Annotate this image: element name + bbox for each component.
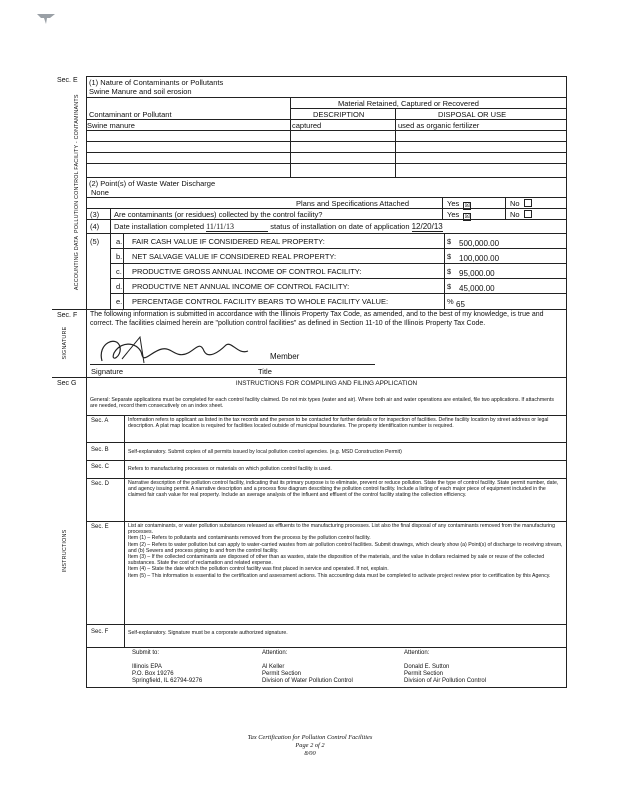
title-line [255,364,375,365]
plans-no [510,199,532,208]
acct-label: NET SALVAGE VALUE IF CONSIDERED REAL PROPERTY: [132,252,337,261]
sec-b-text: Self-explanatory. Submit copies of all permits issued by local pollution control agencies. (e.g. MSD Construction Permit) [128,449,402,455]
item1-title: (1) Nature of Contaminants or Pollutants [89,78,224,87]
col-description: DESCRIPTION [313,110,365,119]
item3-no-checkbox[interactable] [524,210,532,218]
rule [566,76,567,309]
item4-text-b: status of installation on date of application [270,222,410,231]
acct-value[interactable]: 500,000.00 [459,239,500,248]
sec-b-label: Sec. B [91,447,109,453]
item2-value: None [91,188,109,197]
acct-letter: c. [116,267,122,276]
item3-num: (3) [90,210,100,219]
side-label-accounting: ACCOUNTING DATA [74,235,80,291]
rule [86,647,567,648]
acct-label: PRODUCTIVE NET ANNUAL INCOME OF CONTROL FACILITY: [132,282,350,291]
item3-yes-checkbox[interactable]: ☒ [464,214,471,220]
acct-value[interactable]: 95,000.00 [459,269,495,278]
title-label: Title [258,367,272,376]
acct-sym: $ [447,282,452,291]
rule [86,119,567,120]
rule [86,208,567,209]
acct-sym: $ [447,237,452,246]
addr-line: Permit Section [262,671,302,677]
addr-line: P.O. Box 19276 [132,671,174,677]
side-label-contaminants: POLLUTION CONTROL FACILITY - CONTAMINANTS [74,94,80,233]
acct-letter: b. [116,252,123,261]
rule [86,219,567,220]
sec-e-instr-label: Sec. E [91,524,109,530]
acct-value[interactable]: 65 [456,300,465,309]
attention-label-2: Attention: [404,650,430,656]
rule [86,141,567,142]
rule [290,108,567,109]
sec-c-label: Sec. C [91,464,110,470]
acct-label: FAIR CASH VALUE IF CONSIDERED REAL PROPERTY: [132,237,325,246]
rule [86,415,567,416]
acct-letter: a. [116,237,123,246]
item2-title: (2) Point(s) of Waste Water Discharge [89,179,216,188]
item4-num: (4) [90,222,100,231]
stamp-mark [36,12,56,26]
sec-a-label: Sec. A [91,418,109,424]
addr-line: Springfield, IL 62794-9276 [132,678,203,684]
signature-scribble [92,333,262,367]
item3-text: Are contaminants (or residues) collected by the control facility? [114,210,323,219]
item1-value: Swine Manure and soil erosion [89,87,192,96]
rule [52,377,567,378]
side-label-signature: SIGNATURE [62,326,68,360]
address-illinois-epa [132,664,202,685]
sec-d-label: Sec. D [91,481,110,487]
sec-f-instr-text: Self-explanatory. Signature must be a corporate authorized signature. [128,630,288,636]
sec-d-text: Narrative description of the pollution control facility, indicating that its primary purpose is to eliminate, prevent or reduce pollution. State the type of control facility. State permit number, date, and agency issuing permit. A narrative description and a process flow diagram describing the pollution control facility. Include a listing of each major piece of equipment included in the claimed fair cash value for real property. Include an average analysis of the influent and effluent of the control facility stating the collection efficiency. [128,480,559,499]
acct-sym: $ [447,252,452,261]
addr-line: Illinois EPA [132,664,162,670]
rule [566,377,567,687]
col-disposal: DISPOSAL OR USE [438,110,507,119]
signature-label: Signature [91,367,124,376]
acct-value[interactable]: 45,000.00 [459,284,495,293]
side-label-instructions: INSTRUCTIONS [62,529,68,573]
sec-e-label: Sec. E [57,77,78,84]
instructions-heading: INSTRUCTIONS FOR COMPILING AND FILING APPLICATION [235,380,418,387]
item3-no [510,210,532,219]
plans-no-checkbox[interactable] [524,199,532,207]
rule [86,97,567,98]
footer-page: Page 2 of 2 [295,742,325,749]
addr-line: Al Keller [262,664,285,670]
address-air [404,664,486,685]
certification-statement: The following information is submitted in accordance with the Illinois Property Tax Code, as amended, and to the best of my knowledge, is true and correct. The facilities claimed herein are "pollution control facilities" as defined in Section 11-10 of the Illinois Property Tax Code. [90,311,544,327]
item3-yes-label: Yes [447,210,460,219]
rule [86,197,567,198]
acct-row [110,279,566,294]
sec-f-instr-label: Sec. F [91,629,109,635]
plans-label: Plans and Specifications Attached [296,199,409,208]
submit-to-label: Submit to: [132,650,160,656]
row1-contaminant: Swine manure [87,121,135,130]
rule [86,478,567,479]
rule [86,309,87,377]
acct-row [110,249,566,264]
addr-line: Division of Air Pollution Control [404,678,487,684]
acct-label: PERCENTAGE CONTROL FACILITY BEARS TO WHOLE FACILITY VALUE: [132,297,389,306]
rule [86,152,567,153]
signature-line [90,364,255,365]
general-text: General: Separate applications must be completed for each control facility claimed. Do not mix types (water and air). Where both air and water operations are entailed, file two applications. If attachments are needed, record them consecutively on an index sheet. [90,397,554,410]
acct-label: PRODUCTIVE GROSS ANNUAL INCOME OF CONTROL FACILITY: [132,267,362,276]
item4-line [114,222,443,232]
sec-f-label: Sec. F [57,312,78,319]
plans-no-label: No [510,199,520,208]
sec-a-text: Information refers to applicant as listed in the tax records and the person to be contacted for further details or for inspection of facilities. Define facility location by street address or legal description. A plat map location is required for facilities located outside of municipal boundaries. The property identification number is required. [128,417,549,430]
title-value[interactable]: Member [270,352,300,361]
rule [86,76,87,309]
item4-date-completed[interactable]: 11/11/13 [206,222,268,232]
acct-row [110,234,566,249]
rule [86,460,567,461]
rule [86,521,567,522]
footer-title: Tax Certification for Pollution Control Facilities [247,734,373,741]
rule [86,377,87,687]
footer-date: 8/00 [304,750,316,757]
rule [86,163,567,164]
sec-e-instr-text: List air contaminants, or water pollution substances released as effluents to the manufacturing processes. List also the final disposal of any contaminants removed from the manufacturing processes. Item (1) – Refers to pollutants and contaminants removed from the process by the pollution control facility. Item (2) – Refers to water pollution but can apply to water-carried wastes from air pollution control facilities. Submit drawings, which clearly show (a) Point(s) of discharge to receiving stream, and (b) Sewers and process piping to and from the control facility. Item (3) – If the collected contaminants are disposed of other than as wastes, state the disposition of the materials, and the value in dollars reclaimed by sale or reuse of the collected substances. State the cost of reclamation and related expense. Item (4) – State the date which the pollution control facility was first placed in service and operated. If not, explain. Item (5) – This information is essential to the certification and assessment actions. This accounting data must be completed to activate project review prior to certification by this Agency. [128,523,563,579]
acct-sym: % [447,297,454,306]
row1-disposal: used as organic fertilizer [398,121,480,130]
rule [290,97,291,177]
row1-description: captured [292,121,322,130]
plans-yes-checkbox[interactable]: ☒ [464,203,471,209]
item4-date-application[interactable]: 12/20/13 [411,222,443,231]
rule [566,309,567,377]
item4-text-a: Date installation completed [114,222,205,231]
rule [52,309,567,310]
rule [86,130,567,131]
rule [86,624,567,625]
material-header: Material Retained, Captured or Recovered [338,99,479,108]
plans-yes-label: Yes [447,199,460,208]
acct-row [110,264,566,279]
rule [124,415,125,647]
addr-line: Permit Section [404,671,444,677]
attention-label-1: Attention: [262,650,288,656]
addr-line: Division of Water Pollution Control [262,678,353,684]
acct-letter: d. [116,282,123,291]
acct-sym: $ [447,267,452,276]
acct-row [110,294,566,309]
addr-line: Donald E. Sutton [404,664,450,670]
rule [86,442,567,443]
item5-num: (5) [90,237,100,246]
rule [86,177,567,178]
address-water [262,664,353,685]
rule [86,76,567,77]
sec-g-label: Sec G [57,380,77,387]
col-contaminant: Contaminant or Pollutant [89,110,172,119]
rule [86,687,567,688]
sec-c-text: Refers to manufacturing processes or materials on which pollution control facility is used. [128,466,332,472]
item3-no-label: No [510,210,520,219]
acct-value[interactable]: 100,000.00 [459,254,500,263]
acct-letter: e. [116,297,123,306]
